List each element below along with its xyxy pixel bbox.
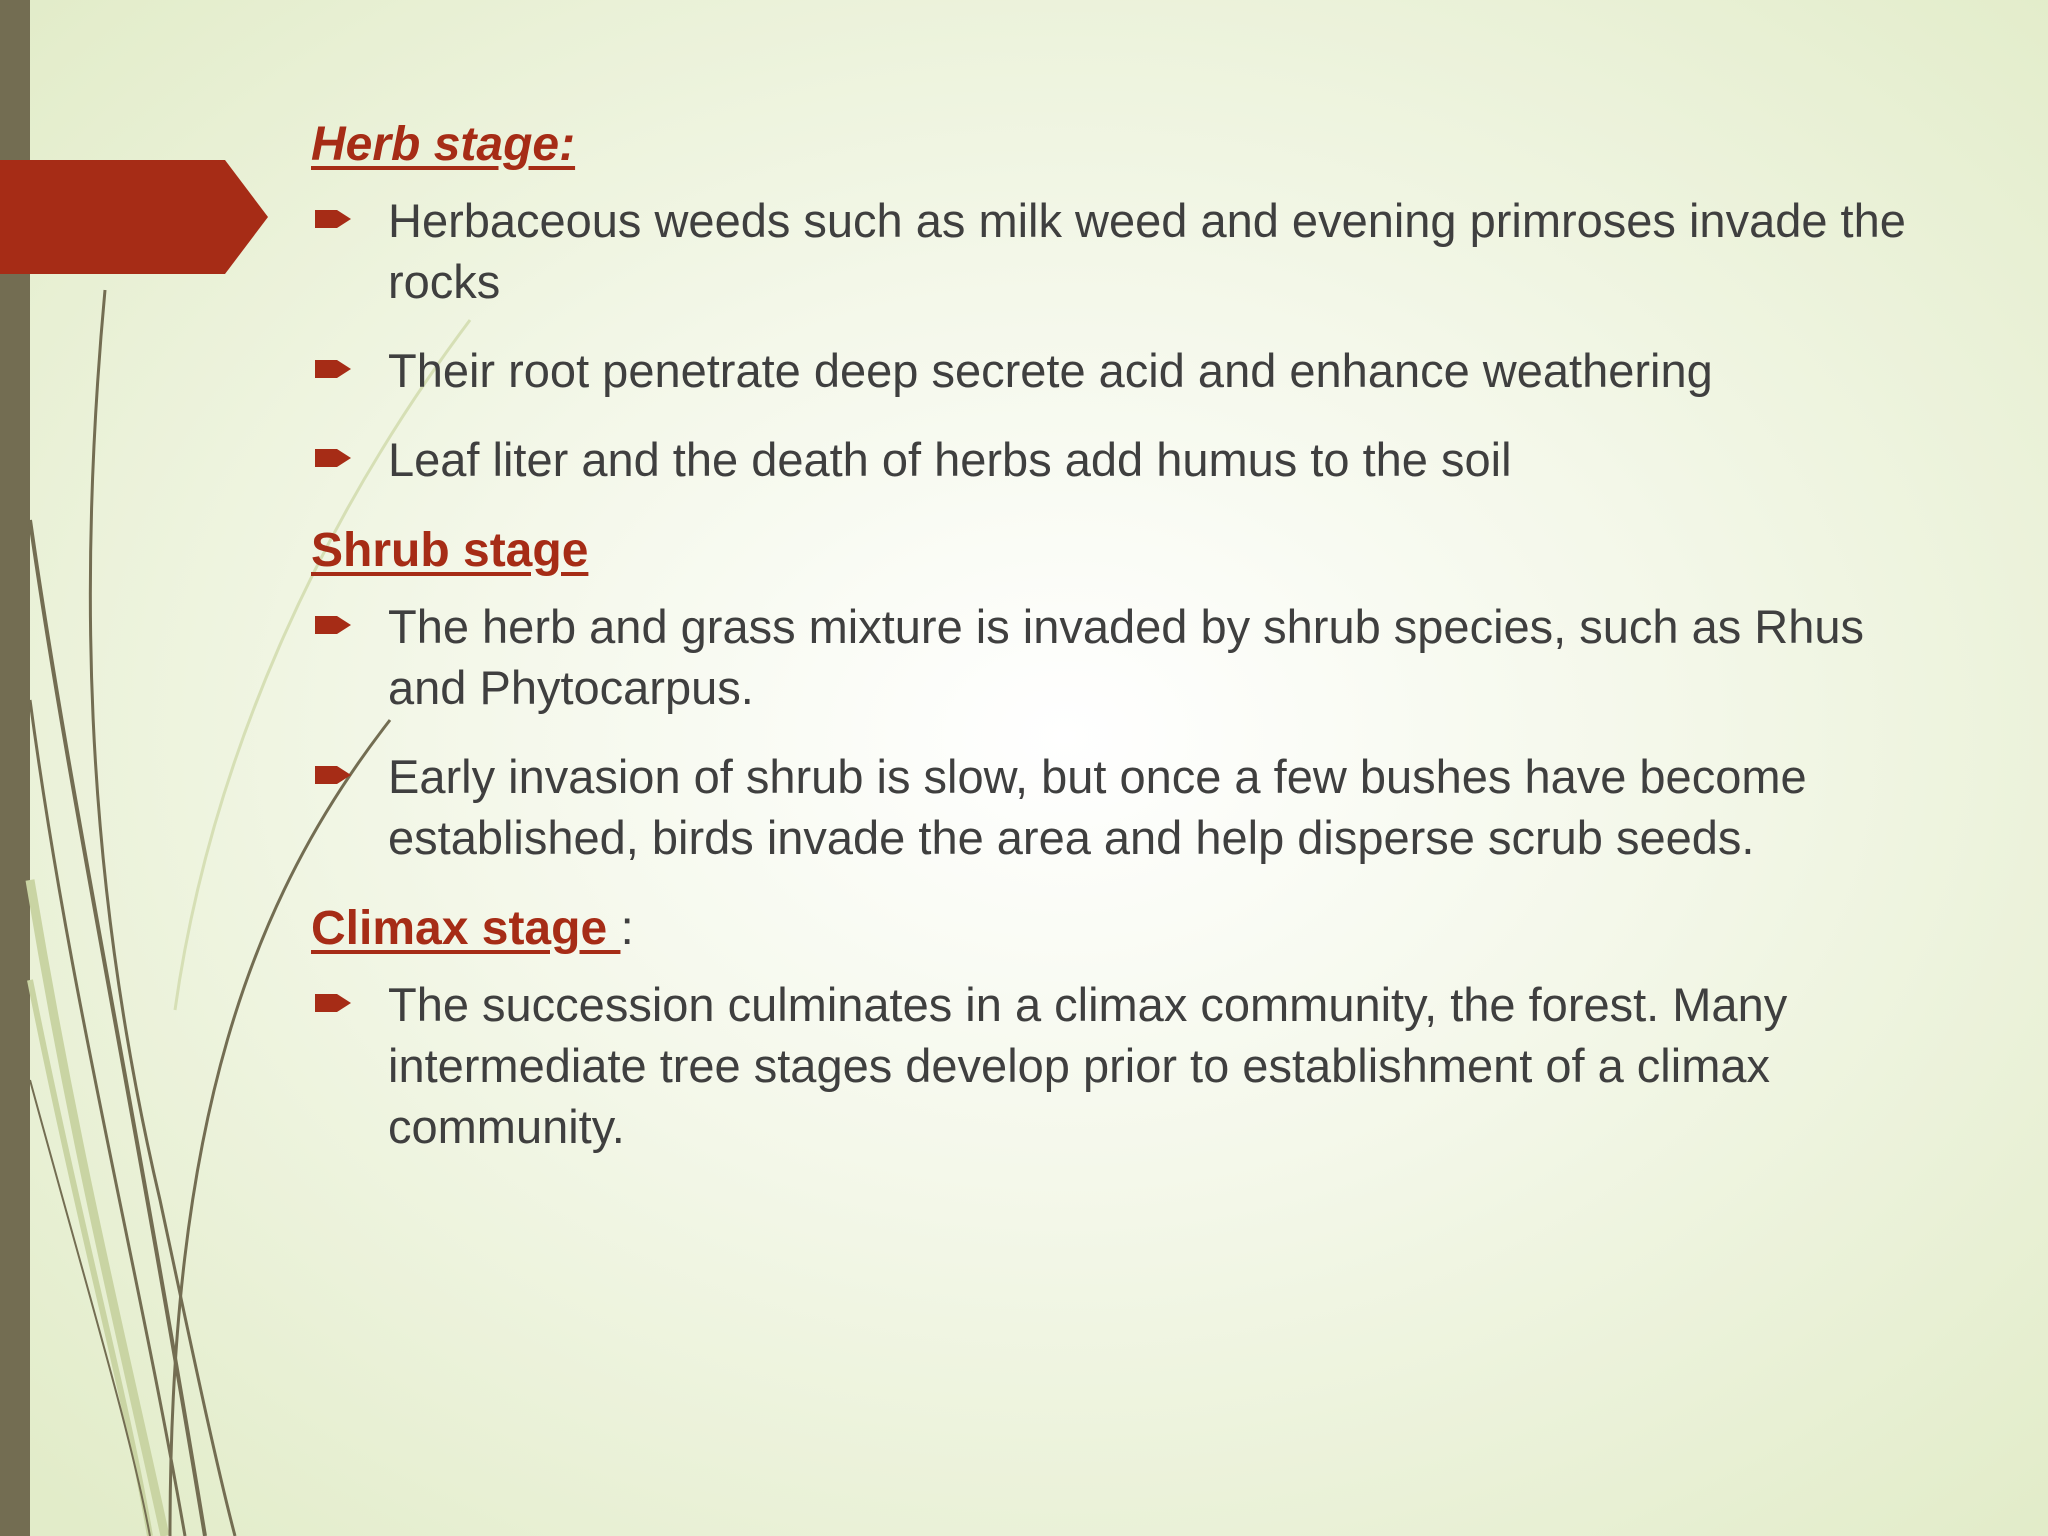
section-heading — [311, 112, 1931, 178]
bullet-text: Leaf liter and the death of herbs add humus to the soil — [388, 433, 1512, 486]
bullet-item — [311, 429, 1931, 490]
title-accent-arrow — [0, 160, 270, 274]
section-heading — [311, 896, 1931, 962]
arrow-bullet-icon — [313, 760, 353, 790]
section-heading-text: Shrub stage — [311, 524, 589, 577]
bullet-item — [311, 596, 1931, 718]
bullet-item — [311, 190, 1931, 312]
bullet-text: Their root penetrate deep secrete acid and enhance weathering — [388, 344, 1713, 397]
stage-section — [311, 896, 1931, 1157]
bullet-text: Early invasion of shrub is slow, but once a few bushes have become established, birds invade the area and help disperse scrub seeds. — [388, 750, 1807, 864]
arrow-bullet-icon — [313, 610, 353, 640]
section-heading-text: Climax stage — [311, 902, 621, 955]
bullet-item — [311, 974, 1931, 1157]
bullet-list — [311, 596, 1931, 868]
arrow-bullet-icon — [313, 204, 353, 234]
arrow-bullet-icon — [313, 988, 353, 1018]
stage-section — [311, 112, 1931, 490]
section-heading-suffix: : — [620, 902, 634, 955]
bullet-text: The succession culminates in a climax community, the forest. Many intermediate tree stages develop prior to establishment of a climax community. — [388, 978, 1788, 1153]
arrow-bullet-icon — [313, 443, 353, 473]
bullet-list — [311, 974, 1931, 1157]
bullet-text: The herb and grass mixture is invaded by shrub species, such as Rhus and Phytocarpus. — [388, 600, 1865, 714]
bullet-list — [311, 190, 1931, 490]
bullet-item — [311, 340, 1931, 401]
bullet-text: Herbaceous weeds such as milk weed and evening primroses invade the rocks — [388, 194, 1906, 308]
stage-section — [311, 518, 1931, 868]
section-heading — [311, 518, 1931, 584]
slide-body — [311, 112, 1931, 1185]
section-heading-text: Herb stage: — [311, 118, 576, 171]
bullet-item — [311, 746, 1931, 868]
arrow-bullet-icon — [313, 354, 353, 384]
